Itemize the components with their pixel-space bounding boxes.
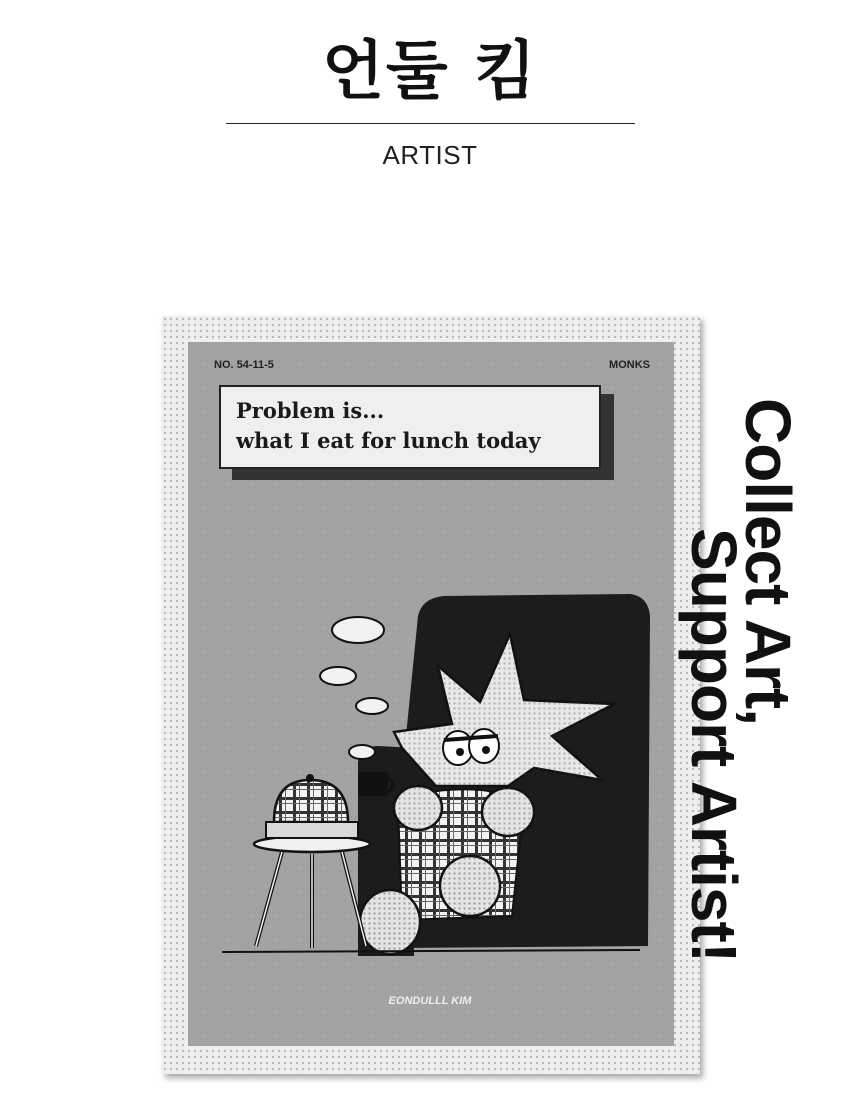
- title-divider: [226, 123, 635, 124]
- side-slogan-support: Support Artist!: [678, 528, 750, 963]
- artist-name: 언둘 킴: [322, 35, 538, 109]
- poster-caption-line2: what I eat for lunch today: [236, 428, 541, 453]
- artist-role-label: ARTIST: [382, 140, 478, 170]
- poster-caption-line1: Problem is...: [236, 398, 385, 423]
- artwork-illustration: [162, 316, 700, 1074]
- poster-serial: NO. 54-11-5: [214, 359, 274, 371]
- poster-brand: MONKS: [609, 359, 650, 371]
- artwork-poster[interactable]: [162, 316, 700, 1074]
- poster-signature: EONDULLL KIM: [388, 995, 472, 1007]
- side-slogan-collect: Collect Art,: [732, 398, 804, 725]
